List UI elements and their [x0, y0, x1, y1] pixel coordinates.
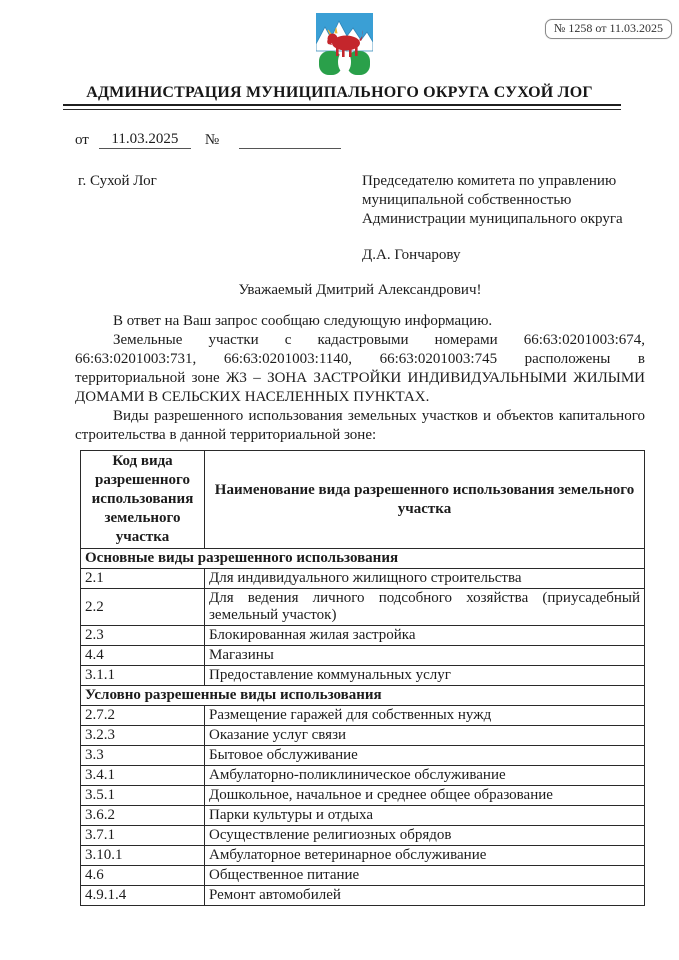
table-row — [81, 666, 645, 686]
number-label: № — [204, 132, 220, 148]
table-cell-name: Осуществление религиозных обрядов — [205, 826, 645, 846]
table-header-row — [81, 451, 645, 549]
table-row — [81, 706, 645, 726]
table-cell-name: Для ведения личного подсобного хозяйства (приусадебный земельный участок) — [205, 589, 645, 626]
addressee-block — [362, 172, 652, 265]
table-row — [81, 646, 645, 666]
table-cell-code: 4.6 — [81, 866, 205, 886]
addressee-name: Д.А. Гончарову — [362, 247, 461, 263]
table-cell-code: 3.5.1 — [81, 786, 205, 806]
table-cell-name: Для индивидуального жилищного строительства — [205, 569, 645, 589]
table-section-row — [81, 549, 645, 569]
number-value — [239, 148, 341, 149]
land-use-table — [80, 450, 645, 906]
table-cell-name: Предоставление коммунальных услуг — [205, 666, 645, 686]
table-cell-name: Магазины — [205, 646, 645, 666]
table-cell-code: 4.9.1.4 — [81, 886, 205, 906]
table-row — [81, 886, 645, 906]
table-section-title: Основные виды разрешенного использования — [81, 549, 645, 569]
table-cell-code: 2.2 — [81, 589, 205, 626]
table-row — [81, 569, 645, 589]
table-cell-code: 2.1 — [81, 569, 205, 589]
table-cell-code: 2.3 — [81, 626, 205, 646]
table-section-title: Условно разрешенные виды использования — [81, 686, 645, 706]
table-cell-code: 2.7.2 — [81, 706, 205, 726]
table-row — [81, 726, 645, 746]
table-cell-code: 3.10.1 — [81, 846, 205, 866]
table-row — [81, 746, 645, 766]
addressee-line: муниципальной собственностью — [362, 192, 572, 208]
col-header-code: Код вида разрешенного использования земельного участка — [81, 451, 205, 549]
table-cell-code: 3.4.1 — [81, 766, 205, 786]
coat-of-arms-icon — [316, 13, 373, 77]
table-cell-name: Парки культуры и отдыха — [205, 806, 645, 826]
table-row — [81, 846, 645, 866]
table-row — [81, 786, 645, 806]
table-section-row — [81, 686, 645, 706]
table-cell-name: Блокированная жилая застройка — [205, 626, 645, 646]
addressee-lines — [362, 172, 652, 229]
table-cell-name: Амбулаторное ветеринарное обслуживание — [205, 846, 645, 866]
body-paragraph: Виды разрешенного использования земельных участков и объектов капитального строительства в данной территориальной зоне: — [75, 408, 645, 443]
table-cell-code: 3.2.3 — [81, 726, 205, 746]
table-cell-code: 3.1.1 — [81, 666, 205, 686]
table-cell-name: Общественное питание — [205, 866, 645, 886]
body-paragraph: Земельные участки с кадастровыми номерами 66:63:0201003:674, 66:63:0201003:731, 66:63:0201003:1140, 66:63:0201003:745 расположены в территориальной зоне Ж3 – ЗОНА ЗАСТРОЙКИ ИНДИВИДУАЛЬНЫМИ ЖИЛЫМИ ДОМАМИ В СЕЛЬСКИХ НАСЕЛЕННЫХ ПУНКТАХ. — [75, 332, 645, 405]
table-cell-name: Ремонт автомобилей — [205, 886, 645, 906]
registration-stamp: № 1258 от 11.03.2025 — [545, 19, 672, 39]
table-cell-name: Бытовое обслуживание — [205, 746, 645, 766]
table-cell-code: 3.3 — [81, 746, 205, 766]
table-cell-code: 3.7.1 — [81, 826, 205, 846]
place-line: г. Сухой Лог — [78, 173, 157, 189]
table-row — [81, 826, 645, 846]
table-cell-name: Размещение гаражей для собственных нужд — [205, 706, 645, 726]
addressee-line: Председателю комитета по управлению — [362, 173, 617, 189]
table-cell-code: 3.6.2 — [81, 806, 205, 826]
salutation: Уважаемый Дмитрий Александрович! — [238, 282, 482, 298]
table-row — [81, 626, 645, 646]
addressee-line: Администрации муниципального округа — [362, 211, 623, 227]
table-row — [81, 589, 645, 626]
table-row — [81, 806, 645, 826]
table-cell-name: Дошкольное, начальное и среднее общее образование — [205, 786, 645, 806]
table-cell-name: Оказание услуг связи — [205, 726, 645, 746]
col-header-name: Наименование вида разрешенного использования земельного участка — [205, 451, 645, 549]
table-row — [81, 866, 645, 886]
table-row — [81, 766, 645, 786]
body-paragraphs — [75, 312, 645, 445]
body-paragraph: В ответ на Ваш запрос сообщаю следующую информацию. — [113, 313, 493, 329]
table-cell-name: Амбулаторно-поликлиническое обслуживание — [205, 766, 645, 786]
header-rule — [63, 104, 621, 110]
org-title: АДМИНИСТРАЦИЯ МУНИЦИПАЛЬНОГО ОКРУГА СУХОЙ ЛОГ — [86, 84, 593, 101]
date-number-line — [75, 131, 341, 149]
table-cell-code: 4.4 — [81, 646, 205, 666]
date-value: 11.03.2025 — [99, 131, 191, 149]
date-prefix: от — [75, 132, 89, 148]
